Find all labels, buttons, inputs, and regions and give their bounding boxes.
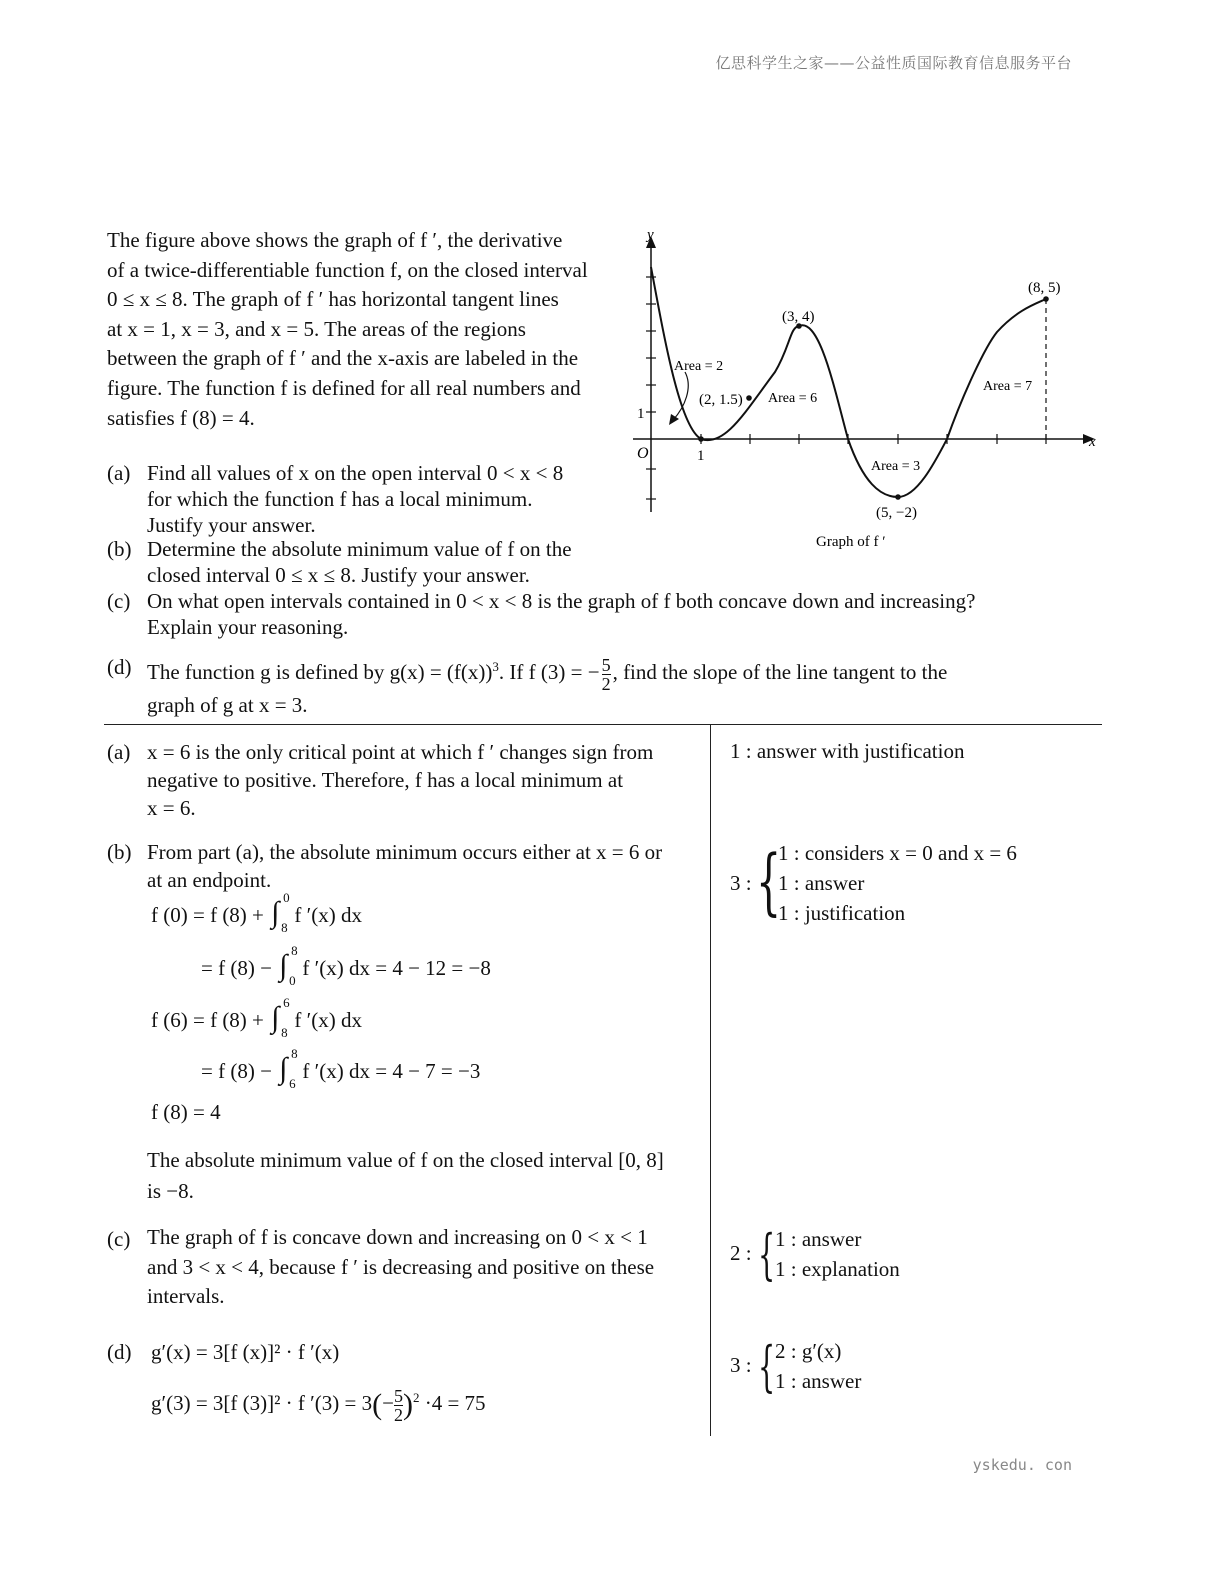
equation-text: f ′(x) dx = 4 − 7 = −3 [302, 1058, 481, 1083]
rubric-item: 1 : justification [778, 901, 906, 925]
question-line: On what open intervals contained in 0 < x < 8 is the graph of f both concave down and increasing? [147, 589, 976, 613]
rubric-item: 1 : answer [775, 1227, 862, 1251]
integral-lower: 0 [289, 973, 296, 988]
solution-d [107, 1338, 705, 1368]
point-label: (5, −2) [876, 505, 917, 521]
rubric-item: 1 : answer [775, 1369, 862, 1393]
area-arrow [673, 372, 688, 420]
rubric-d-list [775, 1336, 861, 1396]
fraction [602, 656, 611, 693]
intro-line: 0 ≤ x ≤ 8. The graph of f ′ has horizontal tangent lines [107, 287, 559, 312]
y-axis-label: y [647, 227, 654, 243]
solution-label: (a) [107, 740, 131, 764]
equation-f6-line2 [201, 1046, 481, 1091]
question-line: graph of g at x = 3. [147, 693, 308, 717]
equation-f0 [151, 890, 362, 935]
integral-sign: ∫ 6 8 [271, 995, 290, 1040]
fraction-denominator: 2 [601, 673, 611, 694]
rubric-c-list [775, 1224, 900, 1284]
equation-f8: f (8) = 4 [151, 1100, 221, 1124]
integral-lower: 8 [281, 920, 288, 935]
problem-intro [107, 226, 617, 433]
tick-y-label: 1 [637, 406, 645, 422]
equation-f0-line2 [201, 943, 491, 988]
question-c [107, 588, 1097, 642]
integral-lower: 6 [289, 1076, 296, 1091]
integral-lower: 8 [281, 1025, 288, 1040]
intro-line: of a twice-differentiable function f, on the closed interval [107, 257, 588, 282]
question-label: (c) [107, 589, 131, 613]
area-arrow-head [669, 414, 679, 425]
point-2-1-5 [746, 395, 752, 401]
tick-x-label: 1 [697, 448, 705, 464]
fraction-numerator: 5 [393, 1385, 403, 1406]
exponent: 2 [412, 1390, 420, 1405]
left-brace: { [758, 1223, 776, 1286]
rubric-b-list [778, 838, 1017, 928]
question-label: (d) [107, 655, 132, 679]
intro-line: The figure above shows the graph of f ′, the derivative [107, 228, 563, 252]
solution-line: negative to positive. Therefore, f has a local minimum at [147, 768, 624, 792]
question-b [107, 536, 627, 590]
solution-line: intervals. [147, 1284, 225, 1308]
question-label: (a) [107, 461, 131, 485]
header-site-text: 亿思科学生之家——公益性质国际教育信息服务平台 [715, 54, 1072, 72]
solution-b [107, 838, 705, 898]
solution-c [107, 1225, 705, 1315]
x-axis-label: x [1089, 434, 1096, 450]
intro-line: figure. The function f is defined for all real numbers and [107, 375, 581, 400]
solution-label: (d) [107, 1340, 132, 1364]
rubric-item: 1 : considers x = 0 and x = 6 [778, 841, 1017, 865]
solution-d-eq1: g′(x) = 3[f (x)]² · f ′(x) [151, 1340, 340, 1364]
rubric-item: 1 : answer [778, 871, 865, 895]
column-divider [710, 724, 711, 1436]
intro-line: at x = 1, x = 3, and x = 5. The areas of the regions [107, 316, 526, 341]
solution-label: (c) [107, 1227, 131, 1251]
rubric-prefix: 2 : [730, 1241, 752, 1265]
intro-line: between the graph of f ′ and the x-axis are labeled in the [107, 346, 579, 371]
exponent: 3 [492, 659, 499, 674]
question-d-text: , find the slope of the line tangent to the [612, 660, 948, 684]
solution-line: x = 6. [147, 796, 196, 820]
question-line: Justify your answer. [147, 513, 316, 537]
equation-text: = f (8) − [201, 1058, 272, 1083]
question-line: closed interval 0 ≤ x ≤ 8. Justify your answer. [147, 563, 530, 587]
area-label: Area = 3 [871, 459, 921, 474]
rubric-a: 1 : answer with justification [730, 739, 965, 763]
solution-label: (b) [107, 840, 132, 864]
integral-upper: 0 [283, 890, 290, 905]
point-label: (3, 4) [782, 309, 815, 325]
solution-line: The absolute minimum value of f on the closed interval [0, 8] [147, 1148, 664, 1172]
left-brace: { [756, 839, 782, 923]
question-line: Determine the absolute minimum value of f on the [147, 537, 572, 561]
equation-text: f ′(x) dx [294, 902, 362, 927]
origin-label: O [637, 445, 649, 462]
rubric-prefix: 3 : [730, 1353, 752, 1377]
point-label: (2, 1.5) [699, 392, 743, 408]
integral-sign: ∫ 0 8 [271, 890, 290, 935]
fraction-denominator: 2 [393, 1404, 403, 1425]
question-a [107, 460, 627, 540]
rubric-item: 1 : explanation [775, 1257, 900, 1281]
integral-sign: ∫ 8 6 [279, 1046, 298, 1091]
area-label: Area = 6 [768, 391, 818, 406]
equation-text: g′(3) = 3[f (3)]² · f ′(3) = 3 [151, 1391, 373, 1415]
section-divider [104, 724, 1102, 725]
question-label: (b) [107, 537, 132, 561]
point-1-0 [698, 436, 704, 442]
equation-text: f (0) = f (8) + [151, 902, 264, 927]
intro-line: satisfies f (8) = 4. [107, 405, 255, 430]
question-line: for which the function f has a local minimum. [147, 487, 533, 511]
point-5-neg2 [895, 494, 901, 500]
solution-line: is −8. [147, 1179, 194, 1203]
question-d-text: The function g is defined by g(x) = (f(x)) [147, 660, 493, 684]
fraction [394, 1387, 403, 1424]
solution-a [107, 738, 705, 828]
solution-line: and 3 < x < 4, because f ′ is decreasing and positive on these [147, 1254, 655, 1279]
question-line: Find all values of x on the open interval 0 < x < 8 [147, 461, 564, 485]
question-line: Explain your reasoning. [147, 615, 349, 639]
equation-f6 [151, 995, 362, 1040]
equation-text: = f (8) − [201, 955, 272, 980]
derivative-graph [625, 222, 1105, 562]
point-label: (8, 5) [1028, 280, 1061, 296]
equation-text: f (6) = f (8) + [151, 1007, 264, 1032]
graph-caption: Graph of f ′ [816, 534, 886, 550]
question-d [107, 646, 1097, 716]
rubric-item: 2 : g′(x) [775, 1339, 842, 1363]
area-label: Area = 7 [983, 379, 1033, 394]
integral-upper: 6 [283, 995, 290, 1010]
equation-text: f ′(x) dx = 4 − 12 = −8 [302, 955, 491, 980]
left-brace: { [758, 1335, 776, 1398]
solution-line: The graph of f is concave down and increasing on 0 < x < 1 [147, 1225, 648, 1249]
equation-text: f ′(x) dx [294, 1007, 362, 1032]
integral-upper: 8 [291, 1046, 298, 1061]
solution-line: x = 6 is the only critical point at which f ′ changes sign from [147, 740, 654, 764]
footer-site-text: yskedu. con [972, 1456, 1072, 1474]
equation-text: ·4 = 75 [424, 1391, 486, 1415]
integral-sign: ∫ 8 0 [279, 943, 298, 988]
rubric-prefix: 3 : [730, 871, 752, 895]
solution-line: From part (a), the absolute minimum occurs either at x = 6 or [147, 840, 663, 864]
question-d-text: . If f (3) = − [498, 660, 600, 684]
area-label: Area = 2 [674, 359, 724, 374]
integral-upper: 8 [291, 943, 298, 958]
solution-line: at an endpoint. [147, 868, 272, 892]
solution-b-conclusion [147, 1146, 707, 1205]
solution-d-eq2: g′(3) = 3[f (3)]² · f ′(3) = 3(− $\frac{5}{2}$ )$^2$ ·4 = 75 [151, 1385, 486, 1425]
fraction-numerator: 5 [601, 654, 611, 675]
